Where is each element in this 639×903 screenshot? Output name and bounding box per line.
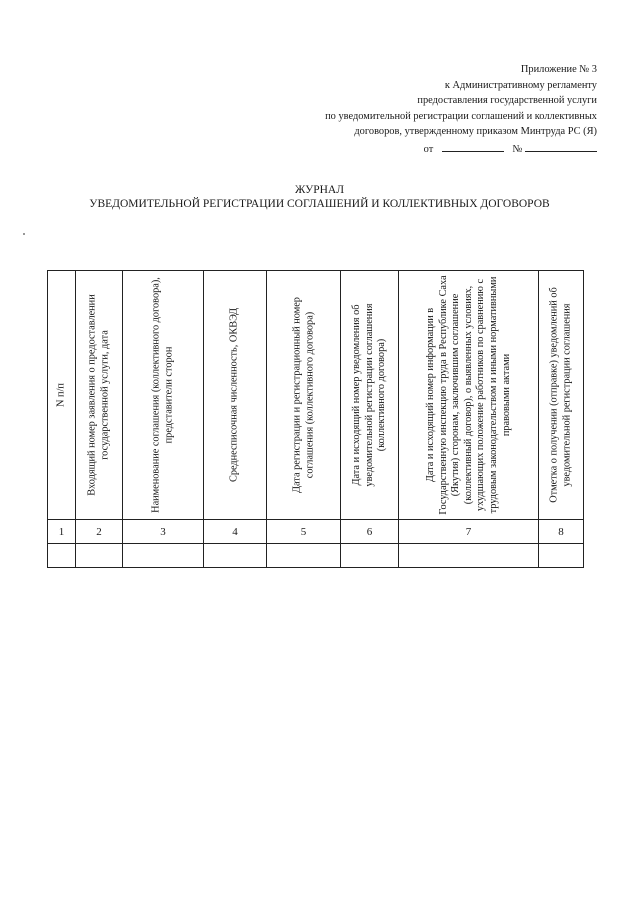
number-prefix: № <box>512 143 523 155</box>
title-line-1: ЖУРНАЛ <box>294 184 345 196</box>
header-text-3: Наименование соглашения (коллективного договора), представители сторон <box>150 277 174 513</box>
column-number-row <box>48 520 584 544</box>
scan-dot <box>23 233 25 235</box>
empty-cell <box>48 544 76 568</box>
header-text-6: Дата и исходящий номер уведомления об уведомительной регистрации соглашения (коллективного договора) <box>350 303 387 487</box>
date-prefix: от <box>423 143 434 155</box>
header-text-4: Среднесписочная численность, ОКВЭД <box>228 307 240 483</box>
column-number: 2 <box>76 520 123 544</box>
column-number: 6 <box>341 520 399 544</box>
appendix-line: Приложение № 3 <box>520 64 597 75</box>
column-number: 8 <box>539 520 584 544</box>
appendix-line: договоров, утвержденному приказом Минтруда РС (Я) <box>354 126 597 138</box>
empty-cell <box>399 544 539 568</box>
empty-entry-row <box>48 544 584 568</box>
header-cell-4 <box>204 271 267 520</box>
empty-cell <box>341 544 399 568</box>
header-cell-5 <box>267 271 341 520</box>
empty-cell <box>204 544 267 568</box>
empty-cell <box>123 544 204 568</box>
appendix-line: предоставления государственной услуги <box>417 95 597 107</box>
appendix-date-line <box>325 140 597 158</box>
appendix-block <box>325 62 597 158</box>
header-cell-7 <box>399 271 539 520</box>
journal-title <box>40 183 599 211</box>
empty-cell <box>76 544 123 568</box>
journal-table <box>47 270 584 568</box>
header-text-1: N п/п <box>55 383 67 407</box>
header-text-7: Дата и исходящий номер информации в Государственную инспекцию труда в Республике Саха (Якутия) сторонам, заключившим соглашение (коллективный договор), о выявленных условиях, ухудшающих положение работников по сравнению с трудовым законодательством и иными нормативными правовыми актами <box>424 275 511 515</box>
date-fill-line <box>442 140 504 152</box>
column-number: 4 <box>204 520 267 544</box>
header-text-5: Дата регистрации и регистрационный номер соглашения (коллективного договора) <box>290 297 315 493</box>
header-cell-6 <box>341 271 399 520</box>
appendix-line: по уведомительной регистрации соглашений и коллективных <box>325 110 597 122</box>
header-row <box>48 271 584 520</box>
empty-cell <box>539 544 584 568</box>
title-line-2: УВЕДОМИТЕЛЬНОЙ РЕГИСТРАЦИИ СОГЛАШЕНИЙ И КОЛЛЕКТИВНЫХ ДОГОВОРОВ <box>89 198 550 210</box>
number-fill-line <box>525 140 597 152</box>
header-cell-8 <box>539 271 584 520</box>
header-cell-1 <box>48 271 76 520</box>
header-text-8: Отметка о получении (отправке) уведомлений об уведомительной регистрации соглашения <box>548 287 572 503</box>
column-number: 1 <box>48 520 76 544</box>
empty-cell <box>267 544 341 568</box>
header-cell-2 <box>76 271 123 520</box>
header-cell-3 <box>123 271 204 520</box>
appendix-line: к Административному регламенту <box>444 79 597 91</box>
header-text-2: Входящий номер заявления о предоставлении государственной услуги, дата <box>86 294 110 496</box>
column-number: 3 <box>123 520 204 544</box>
column-number: 7 <box>399 520 539 544</box>
column-number: 5 <box>267 520 341 544</box>
